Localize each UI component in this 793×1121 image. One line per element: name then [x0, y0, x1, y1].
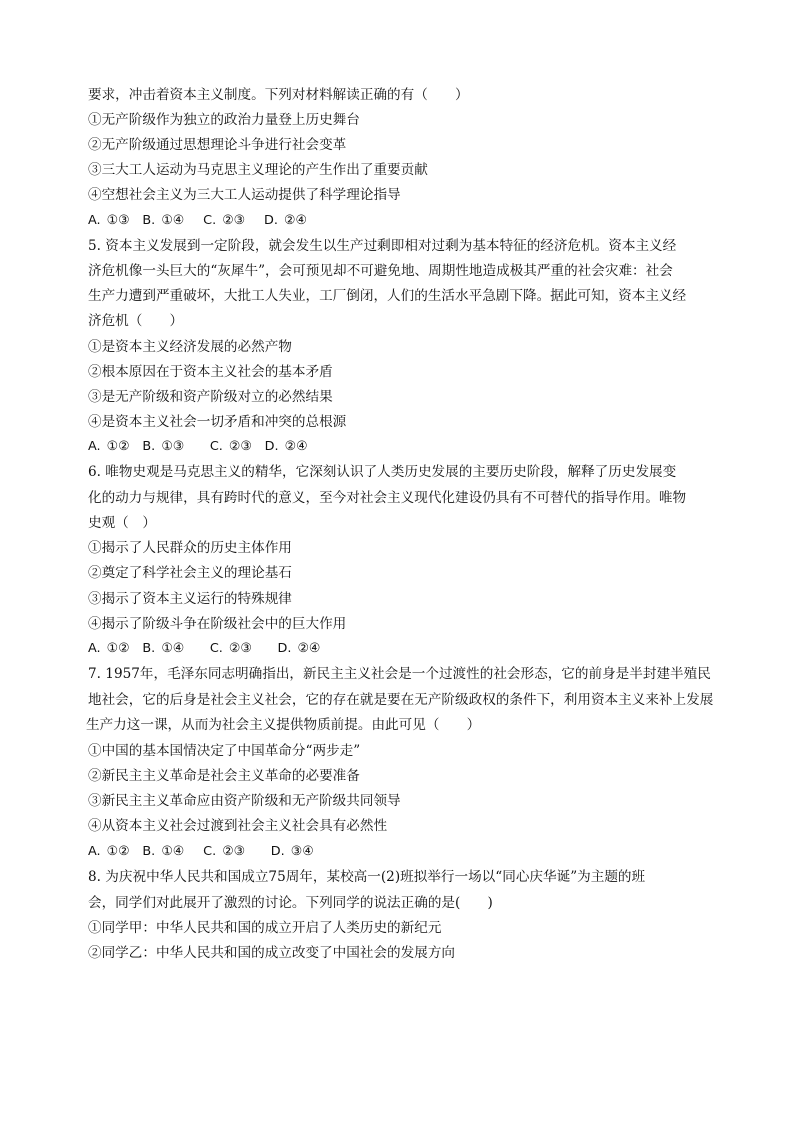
text-line: 要求，冲击着资本主义制度。下列对材料解读正确的有（ ）: [88, 87, 469, 103]
answer-options: A. ①② B. ①③ C. ②③ D. ②④: [88, 439, 308, 454]
answer-options: A. ①② B. ①④ C. ②③ D. ③④: [88, 844, 314, 859]
text-line: ②新民主主义革命是社会主义革命的必要准备: [88, 768, 360, 784]
text-line: ④揭示了阶级斗争在阶级社会中的巨大作用: [88, 616, 347, 632]
text-line: 化的动力与规律，具有跨时代的意义，至今对社会主义现代化建设仍具有不可替代的指导作用。唯物: [88, 490, 687, 506]
text-line: ④从资本主义社会过渡到社会主义社会具有必然性: [88, 818, 388, 834]
text-line: ①揭示了人民群众的历史主体作用: [88, 540, 292, 556]
text-line: 8. 为庆祝中华人民共和国成立75周年，某校高一(2)班拟举行一场以“同心庆华诞”为主题的班: [88, 869, 646, 885]
text-line: 生产力这一课，从而为社会主义提供物质前提。由此可见（ ）: [86, 717, 481, 733]
text-line: 生产力遭到严重破坏，大批工人失业，工厂倒闭，人们的生活水平急剧下降。据此可知，资本主义经: [88, 288, 687, 304]
text-line: 5. 资本主义发展到一定阶段，就会发生以生产过剩即相对过剩为基本特征的经济危机。资本主义经: [88, 238, 677, 254]
text-line: ③三大工人运动为马克思主义理论的产生作出了重要贡献: [88, 162, 428, 178]
text-line: ②无产阶级通过思想理论斗争进行社会变革: [88, 137, 347, 153]
text-line: ①是资本主义经济发展的必然产物: [88, 339, 292, 355]
text-line: ②根本原因在于资本主义社会的基本矛盾: [88, 364, 333, 380]
text-line: 地社会，它的后身是社会主义社会，它的存在就是要在无产阶级政权的条件下，利用资本主义来补上发展: [88, 692, 714, 708]
text-line: ②奠定了科学社会主义的理论基石: [88, 565, 292, 581]
text-line: ②同学乙：中华人民共和国的成立改变了中国社会的发展方向: [88, 945, 456, 961]
answer-options: A. ①② B. ①④ C. ②③ D. ②④: [88, 641, 321, 656]
text-line: 6. 唯物史观是马克思主义的精华，它深刻认识了人类历史发展的主要历史阶段，解释了历史发展变: [88, 464, 677, 480]
text-line: ④空想社会主义为三大工人运动提供了科学理论指导: [88, 187, 401, 203]
text-line: ③新民主主义革命应由资产阶级和无产阶级共同领导: [88, 793, 401, 809]
text-line: 济危机（ ）: [88, 313, 184, 329]
text-line: 史观（ ）: [88, 515, 156, 531]
answer-options: A. ①③ B. ①④ C. ②③ D. ②④: [88, 213, 307, 228]
text-line: ①同学甲：中华人民共和国的成立开启了人类历史的新纪元: [88, 920, 442, 936]
text-line: ③揭示了资本主义运行的特殊规律: [88, 591, 292, 607]
text-line: 7. 1957年，毛泽东同志明确指出，新民主主义社会是一个过渡性的社会形态，它的前身是半封建半殖民: [88, 666, 711, 682]
text-line: ①无产阶级作为独立的政治力量登上历史舞台: [88, 112, 360, 128]
text-line: ①中国的基本国情决定了中国革命分“两步走”: [88, 743, 361, 759]
text-line: ③是无产阶级和资产阶级对立的必然结果: [88, 389, 333, 405]
text-line: 济危机像一头巨大的“灰犀牛”，会可预见却不可避免地、周期性地造成极其严重的社会灾难：社会: [88, 263, 673, 279]
text-line: ④是资本主义社会一切矛盾和冲突的总根源: [88, 414, 347, 430]
text-line: 会，同学们对此展开了激烈的讨论。下列同学的说法正确的是( ): [88, 895, 493, 911]
